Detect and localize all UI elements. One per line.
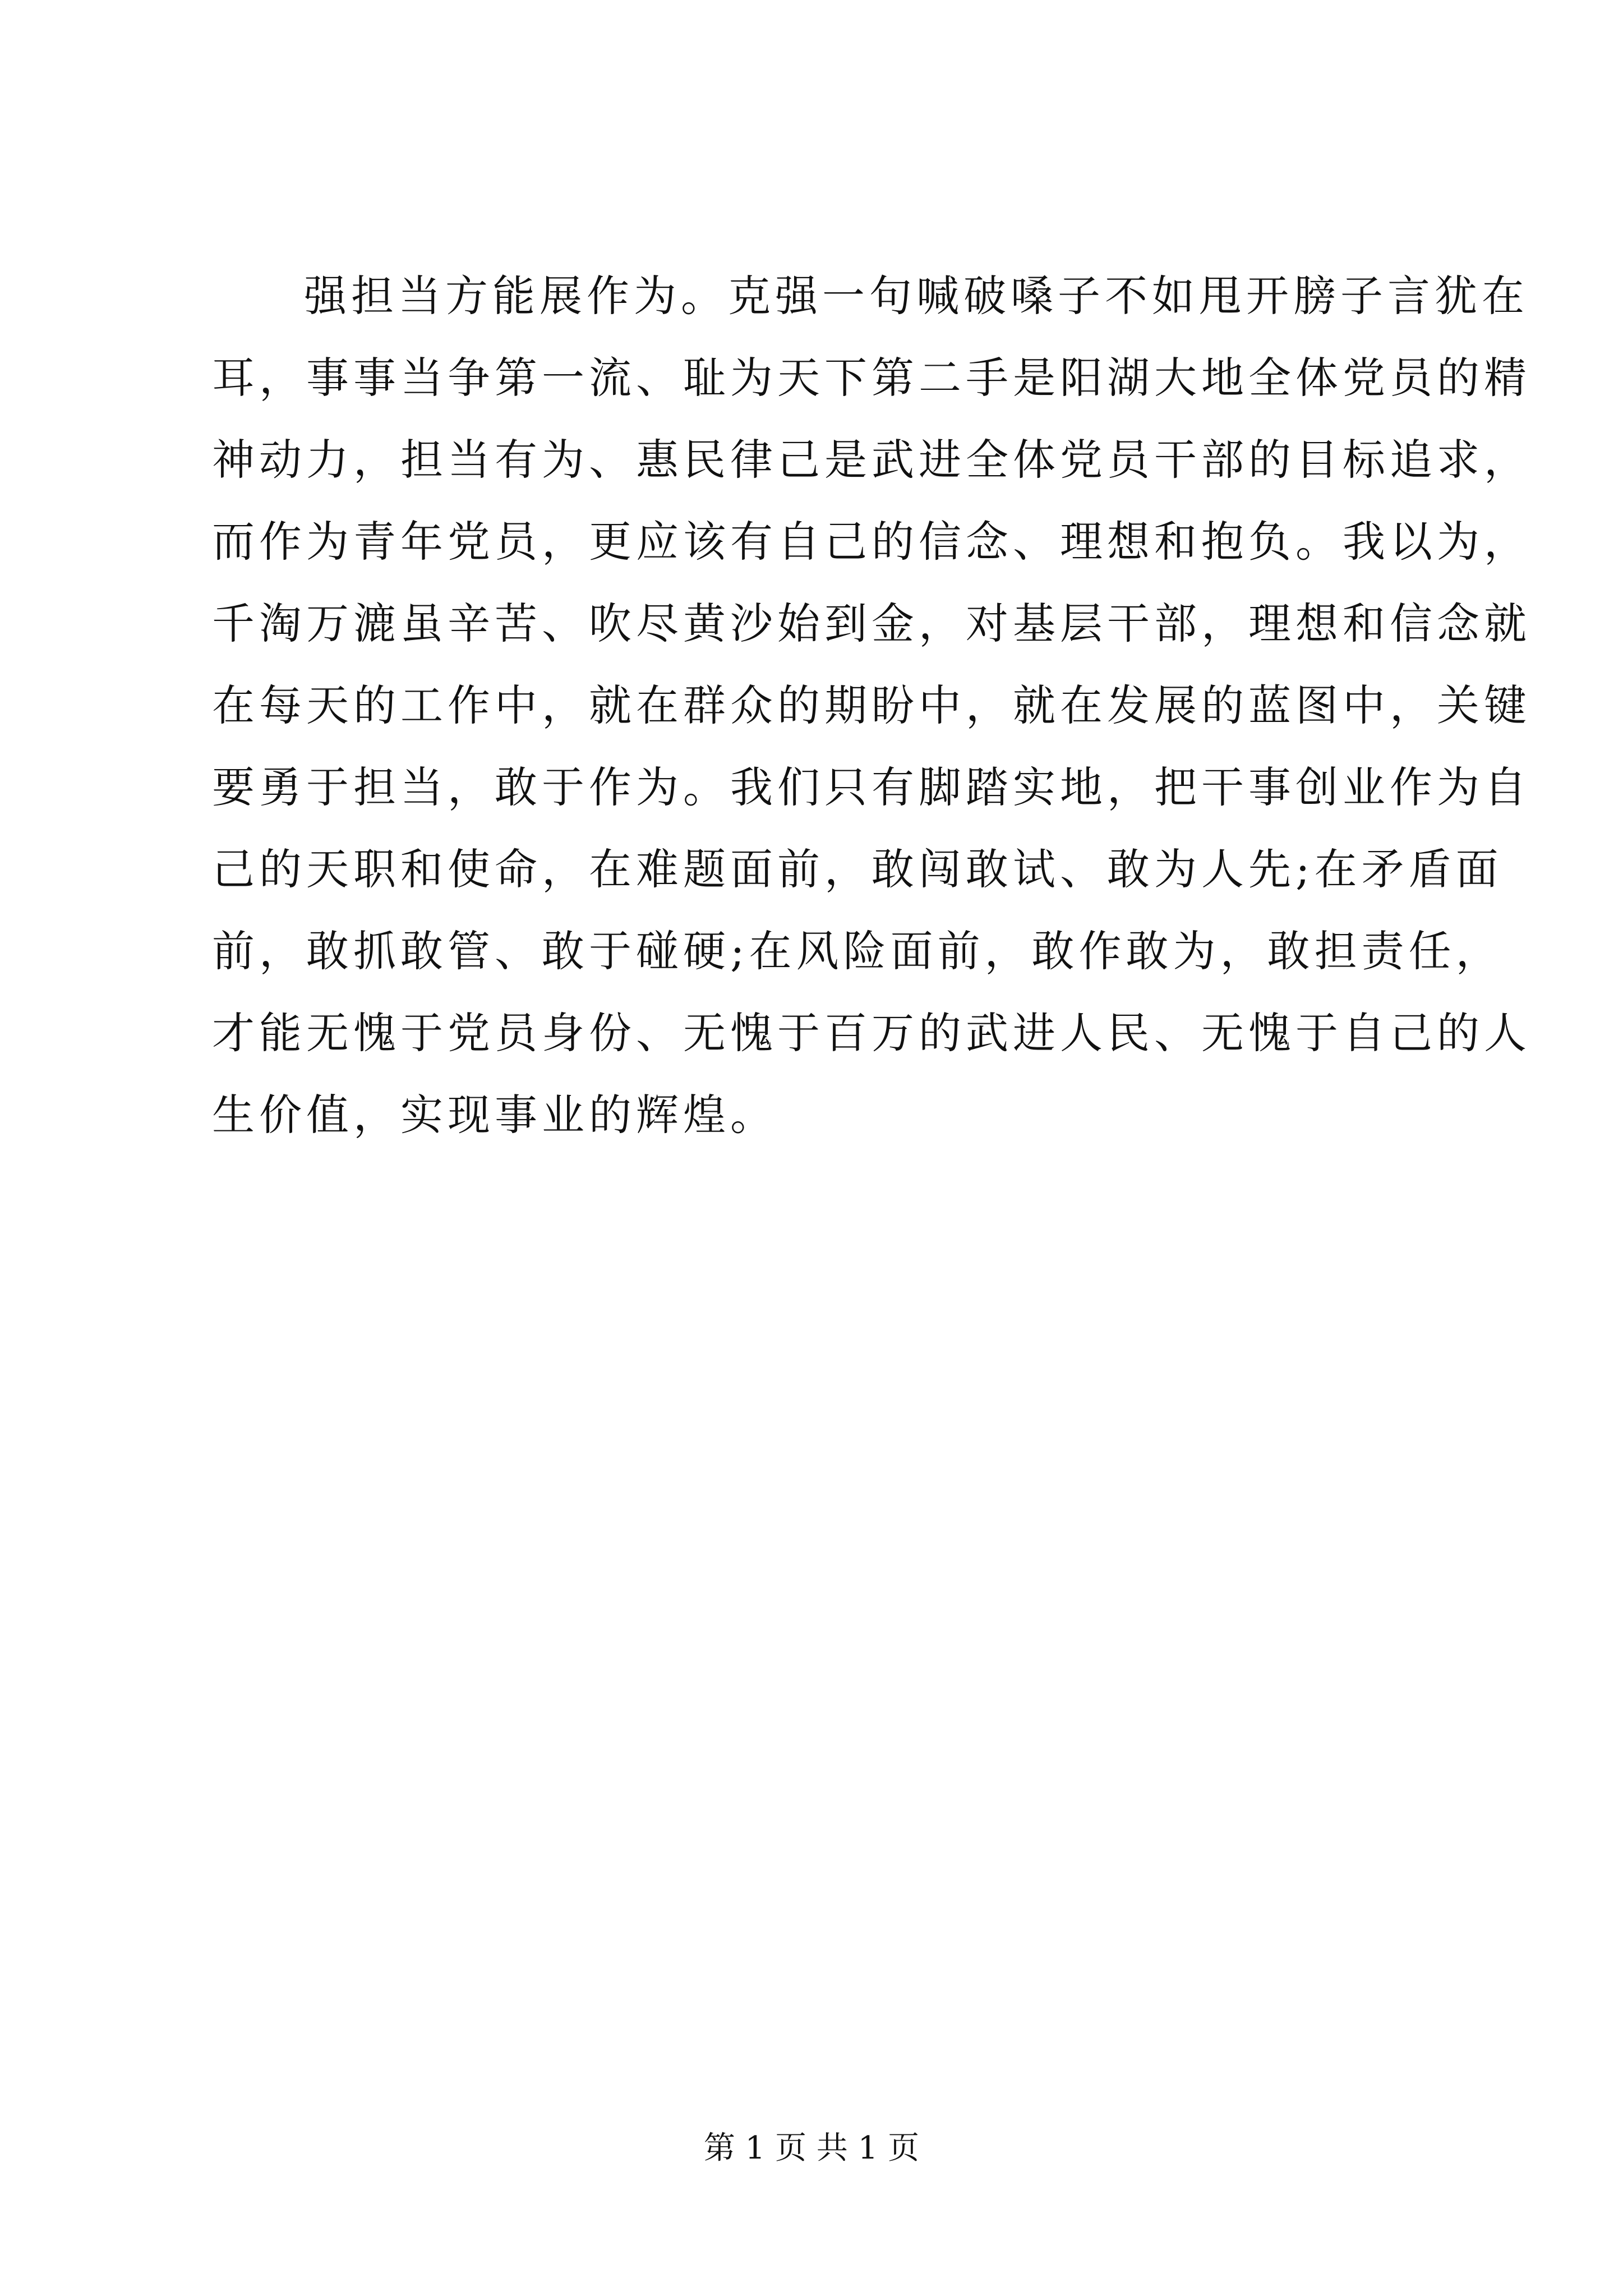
paragraph-line: 生价值，实现事业的辉煌。 xyxy=(212,1090,777,1140)
paragraph-line: 在每天的工作中，就在群众的期盼中，就在发展的蓝图中，关键 xyxy=(212,680,1531,730)
paragraph-line: 前，敢抓敢管、敢于碰硬;在风险面前，敢作敢为，敢担责任， xyxy=(212,926,1503,976)
paragraph-line: 耳，事事当争第一流、耻为天下第二手是阳湖大地全体党员的精 xyxy=(212,353,1531,403)
paragraph-line: 强担当方能展作为。克强一句喊破嗓子不如甩开膀子言犹在 xyxy=(304,271,1529,321)
page-number-footer: 第 1 页 共 1 页 xyxy=(703,2130,920,2166)
paragraph-line: 千淘万漉虽辛苦、吹尽黄沙始到金，对基层干部，理想和信念就 xyxy=(212,599,1531,648)
paragraph-line: 神动力，担当有为、惠民律己是武进全体党员干部的目标追求， xyxy=(212,435,1531,485)
paragraph-line: 要勇于担当，敢于作为。我们只有脚踏实地，把干事创业作为自 xyxy=(212,762,1531,812)
paragraph-line: 才能无愧于党员身份、无愧于百万的武进人民、无愧于自己的人 xyxy=(212,1008,1531,1058)
body-paragraph xyxy=(212,255,1531,1156)
paragraph-line: 而作为青年党员，更应该有自己的信念、理想和抱负。我以为， xyxy=(212,517,1531,567)
paragraph-line: 己的天职和使命，在难题面前，敢闯敢试、敢为人先;在矛盾面 xyxy=(212,844,1503,894)
